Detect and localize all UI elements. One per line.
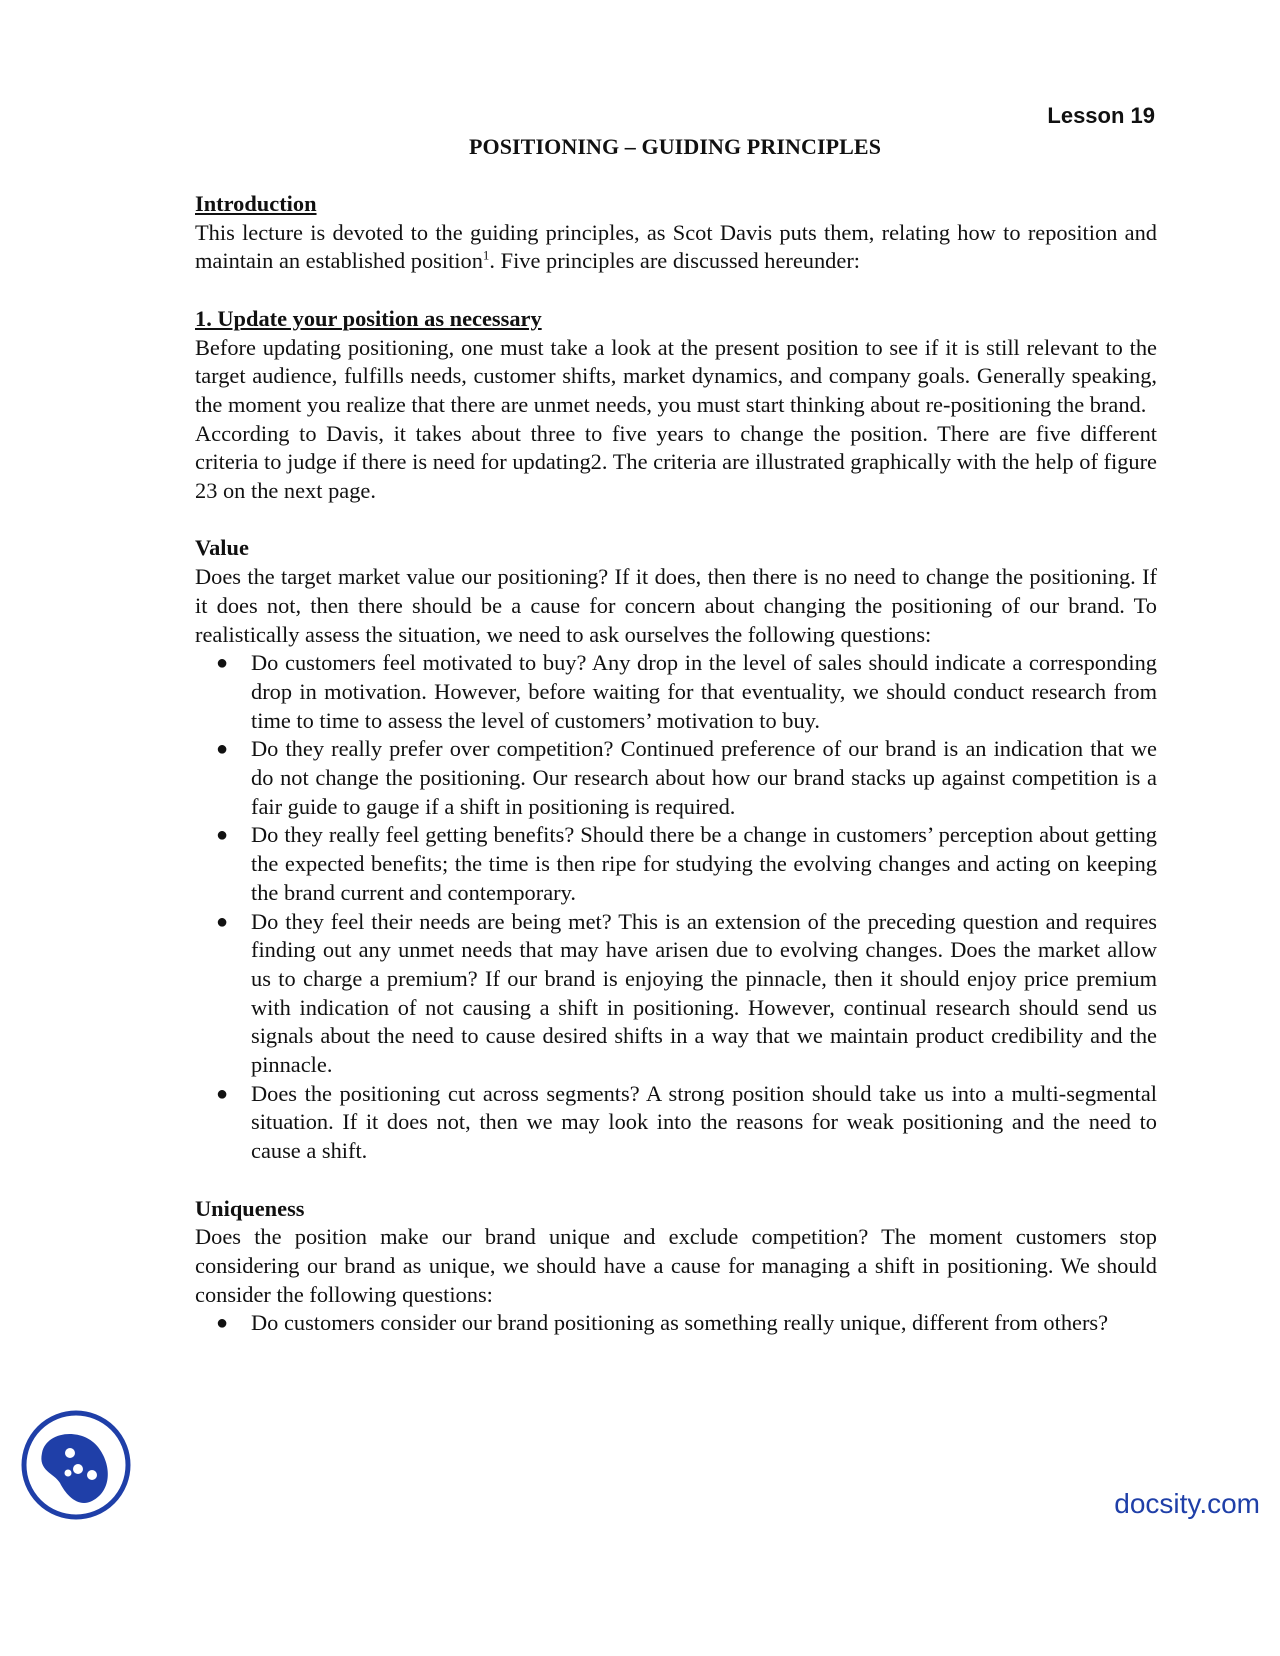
bullet-icon: ● [216,1082,229,1105]
list-item: ● Do customers feel motivated to buy? Any drop in the level of sales should indicate a corresponding drop in motivation. However, before waiting for that eventuality, we should conduct research from time to time to assess the level of customers’ motivation to buy. [216,650,1157,733]
bullet-icon: ● [216,738,229,761]
value-bullet-list [195,649,1157,1166]
uniqueness-paragraph: Does the position make our brand unique and exclude competition? The moment customers stop considering our brand as unique, we should have a cause for managing a shift in positioning. We should consider the following questions: [195,1224,1157,1307]
uniqueness-bullet-list [195,1309,1157,1338]
page-title: POSITIONING – GUIDING PRINCIPLES [468,134,882,159]
list-item: ● Do they really feel getting benefits? Should there be a change in customers’ perception about getting the expected benefits; the time is then ripe for studying the evolving changes and acting on keeping the brand current and contemporary. [216,822,1157,905]
section1-paragraph-1: Before updating positioning, one must take a look at the present position to see if it is still relevant to the target audience, fulfills needs, customer shifts, market dynamics, and company goals. Generally speaking, the moment you realize that there are unmet needs, you must start thinking about re-positioning the brand. [195,334,1157,417]
value-paragraph: Does the target market value our positioning? If it does, then there is no need to change the positioning. If it does not, then there should be a cause for concern about changing the positioning of our brand. To realistically assess the situation, we need to ask ourselves the following questions: [195,564,1157,647]
list-item: ● Does the positioning cut across segments? A strong position should take us into a multi-segmental situation. If it does not, then we may look into the reasons for weak positioning and the need to cause a shift. [216,1080,1157,1164]
bullet-icon: ● [216,824,229,847]
bullet-icon: ● [216,910,229,933]
section1-paragraph-2: According to Davis, it takes about three to five years to change the position. There are five different criteria to judge if there is need for updating2. The criteria are illustrated graphically with the help of figure 23 on the next page. [195,420,1157,504]
value-heading: Value [195,535,249,561]
uniqueness-heading: Uniqueness [195,1195,305,1221]
intro-text: This lecture is devoted to the guiding principles, as Scot Davis puts them, relating how to reposition and maintain an established position [195,219,1157,274]
intro-paragraph [195,219,1157,276]
footnote-marker: 1 [482,247,490,263]
section1-heading: 1. Update your position as necessary [195,305,542,331]
intro-text-end: . Five principles are discussed hereunder: [489,248,860,274]
docsity-brand-link[interactable]: docsity.com [1114,1488,1260,1519]
docsity-logo-icon[interactable] [20,1409,132,1521]
list-item: ● Do they really prefer over competition? Continued preference of our brand is an indication that we do not change the positioning. Our research about how our brand stacks up against competition is a fair guide to gauge if a shift in positioning is required. [216,736,1157,819]
bullet-icon: ● [216,1312,229,1335]
document-body [195,190,1157,1338]
list-item: ● Do they feel their needs are being met? This is an extension of the preceding question and requires finding out any unmet needs that may have arisen due to evolving changes. Does the market allow us to charge a premium? If our brand is enjoying the pinnacle, then it should enjoy price premium with indication of not causing a shift in positioning. However, continual research should send us signals about the need to cause desired shifts in a way that we maintain product credibility and the pinnacle. [216,908,1157,1078]
lesson-number: Lesson 19 [1047,103,1155,128]
bullet-icon: ● [216,652,229,675]
list-item: ● Do customers consider our brand positioning as something really unique, different from others? [251,1309,1157,1338]
intro-heading: Introduction [195,191,317,216]
